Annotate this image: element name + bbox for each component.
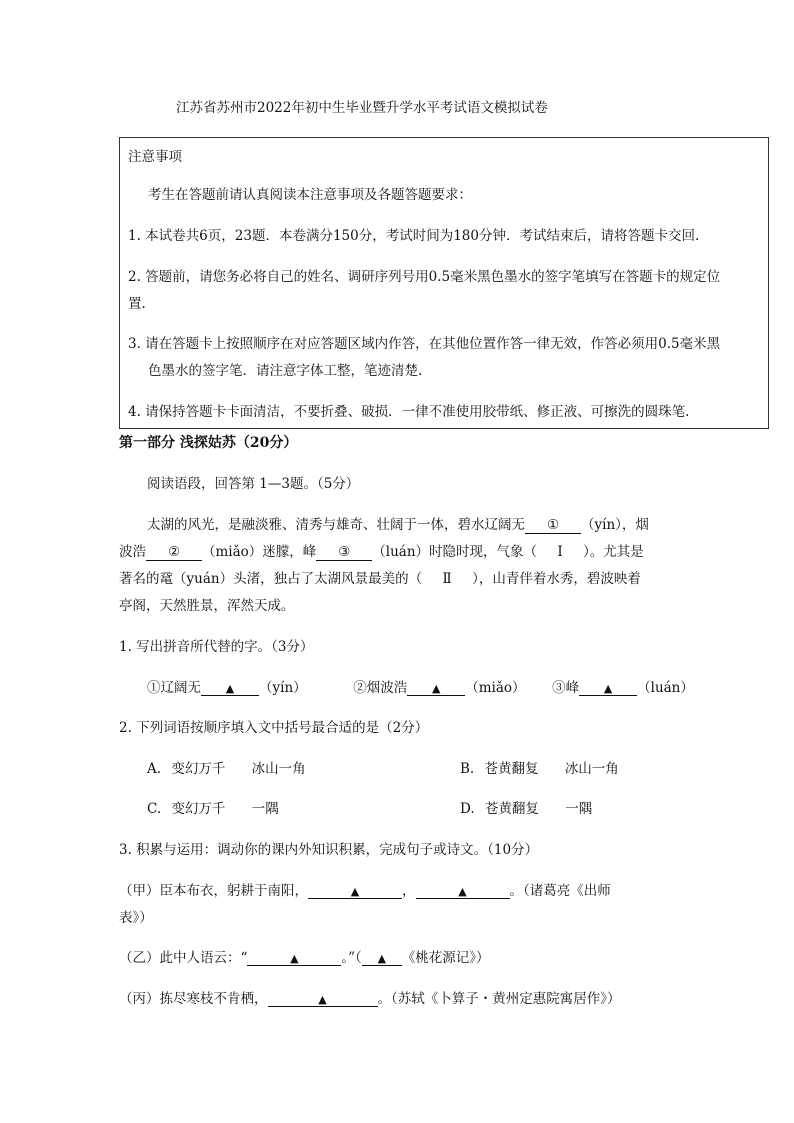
notice-box [119,137,769,429]
blank-3: ③ [316,545,372,561]
notice-item-2: 2. 答题前，请您务必将自己的姓名、调研序列号用0.5毫米黑色墨水的签字笔填写在答题卡的规定位 [128,269,721,285]
notice-item-3-cont: 色墨水的签字笔．请注意字体工整，笔迹清楚. [148,363,423,379]
question-2-stem: 2. 下列词语按顺序填入文中括号最合适的是（2分） [119,720,429,736]
q1-item-b-pinyin: （miǎo） [465,680,526,696]
option-d-label: D. [460,801,475,817]
q1-answer-blank-c[interactable]: ▲ [579,683,637,696]
q1-item-b: ②烟波浩 [353,680,408,696]
bracket-I: Ⅰ [557,544,563,560]
option-c[interactable] [147,797,279,817]
q3-yi-text: （乙）此中人语云：“ [119,950,248,966]
option-b-word-2: 冰山一角 [564,761,619,777]
option-c-word-2: 一隅 [251,801,279,817]
q3-jia-source: 。（诸葛亮《出师 [509,883,611,899]
q3-bing-text: （丙）拣尽寒枝不肯栖， [119,991,268,1007]
option-b[interactable] [460,757,619,777]
blank-1: ① [525,518,581,534]
passage-line-4: 亭阁，天然胜景，浑然天成。 [119,598,295,614]
passage-text: ）。尤其是 [583,544,644,560]
q1-answer-blank-a[interactable]: ▲ [201,683,259,696]
q3-yi-blank-2[interactable]: ▲ [362,953,402,966]
option-d[interactable] [460,797,592,817]
q3-yi-mid: 。”（ [341,950,362,966]
q3-jia-sep: ， [402,883,416,899]
q3-yi-source: 《桃花源记》） [401,950,490,966]
q1-item-c: ③峰 [552,680,580,696]
option-b-label: B. [460,761,475,777]
option-b-word-1: 苍黄翻复 [484,761,539,777]
notice-intro: 考生在答题前请认真阅读本注意事项及各题答题要求： [148,187,472,203]
notice-item-2-cont: 置. [128,296,146,312]
passage-line-1 [147,513,649,534]
option-c-word-1: 变幻万千 [171,801,226,817]
passage-text: 太湖的风光，是融淡雅、清秀与雄奇、壮阔于一体，碧水辽阔无 [147,517,525,533]
q1-answer-blank-b[interactable]: ▲ [407,683,465,696]
notice-item-3: 3. 请在答题卡上按照顺序在对应答题区域内作答，在其他位置作答一律无效，作答必须用0.5毫米黑 [128,336,721,352]
question-1-stem: 1. 写出拼音所代替的字。（3分） [119,639,314,655]
passage-text: ），山青伴着水秀，碧波映着 [472,571,641,587]
passage-line-3 [119,567,641,587]
option-a-word-2: 冰山一角 [251,761,306,777]
passage-text: （yín），烟 [581,517,649,533]
option-a[interactable] [147,757,306,777]
q3-item-bing [119,987,621,1007]
option-a-word-1: 变幻万千 [171,761,226,777]
blank-2: ② [146,545,202,561]
q3-item-jia-cont: 表》） [119,910,153,926]
passage-text: 波浩 [119,544,146,560]
passage-text: （miǎo）迷朦，峰 [202,544,317,560]
passage-text: （luán）时隐时现，气象（ [372,544,538,560]
q1-item-a: ①辽阔无 [147,680,201,696]
q3-item-yi [119,946,490,966]
option-d-word-1: 苍黄翻复 [484,801,539,817]
q1-item-a-pinyin: （yín） [259,680,307,696]
q3-jia-blank-2[interactable]: ▲ [416,886,510,899]
option-c-label: C. [147,801,162,817]
section-heading: 第一部分 浅探姑苏（20分） [119,435,298,451]
exam-title: 江苏省苏州市2022年初中生毕业暨升学水平考试语文模拟试卷 [176,100,548,116]
option-a-label: A. [147,761,162,777]
passage-line-2 [119,540,644,561]
bracket-II: Ⅱ [442,571,452,587]
notice-item-1: 1. 本试卷共6页，23题．本卷满分150分，考试时间为180分钟．考试结束后，请将答题卡交回. [128,228,700,244]
q3-yi-blank-1[interactable]: ▲ [247,953,341,966]
q3-bing-blank[interactable]: ▲ [268,994,378,1007]
notice-heading: 注意事项 [128,149,182,165]
reading-instruction: 阅读语段，回答第 1—3题。（5分） [147,476,360,492]
q3-bing-source: 。（苏轼《卜算子・黄州定惠院寓居作》） [377,991,621,1007]
question-1-answers [147,676,694,696]
q1-item-c-pinyin: （luán） [637,680,694,696]
q3-jia-blank-1[interactable]: ▲ [308,886,402,899]
q3-jia-text: （甲）臣本布衣，躬耕于南阳， [119,883,308,899]
passage-text: 著名的鼋（yuán）头渚，独占了太湖风景最美的（ [119,571,423,587]
question-3-stem: 3. 积累与运用：调动你的课内外知识积累，完成句子或诗文。（10分） [119,842,539,858]
q3-item-jia [119,879,611,899]
option-d-word-2: 一隅 [565,801,593,817]
notice-item-4: 4. 请保持答题卡卡面清洁，不要折叠、破损．一律不准使用胶带纸、修正液、可擦洗的圆珠笔. [128,404,690,420]
